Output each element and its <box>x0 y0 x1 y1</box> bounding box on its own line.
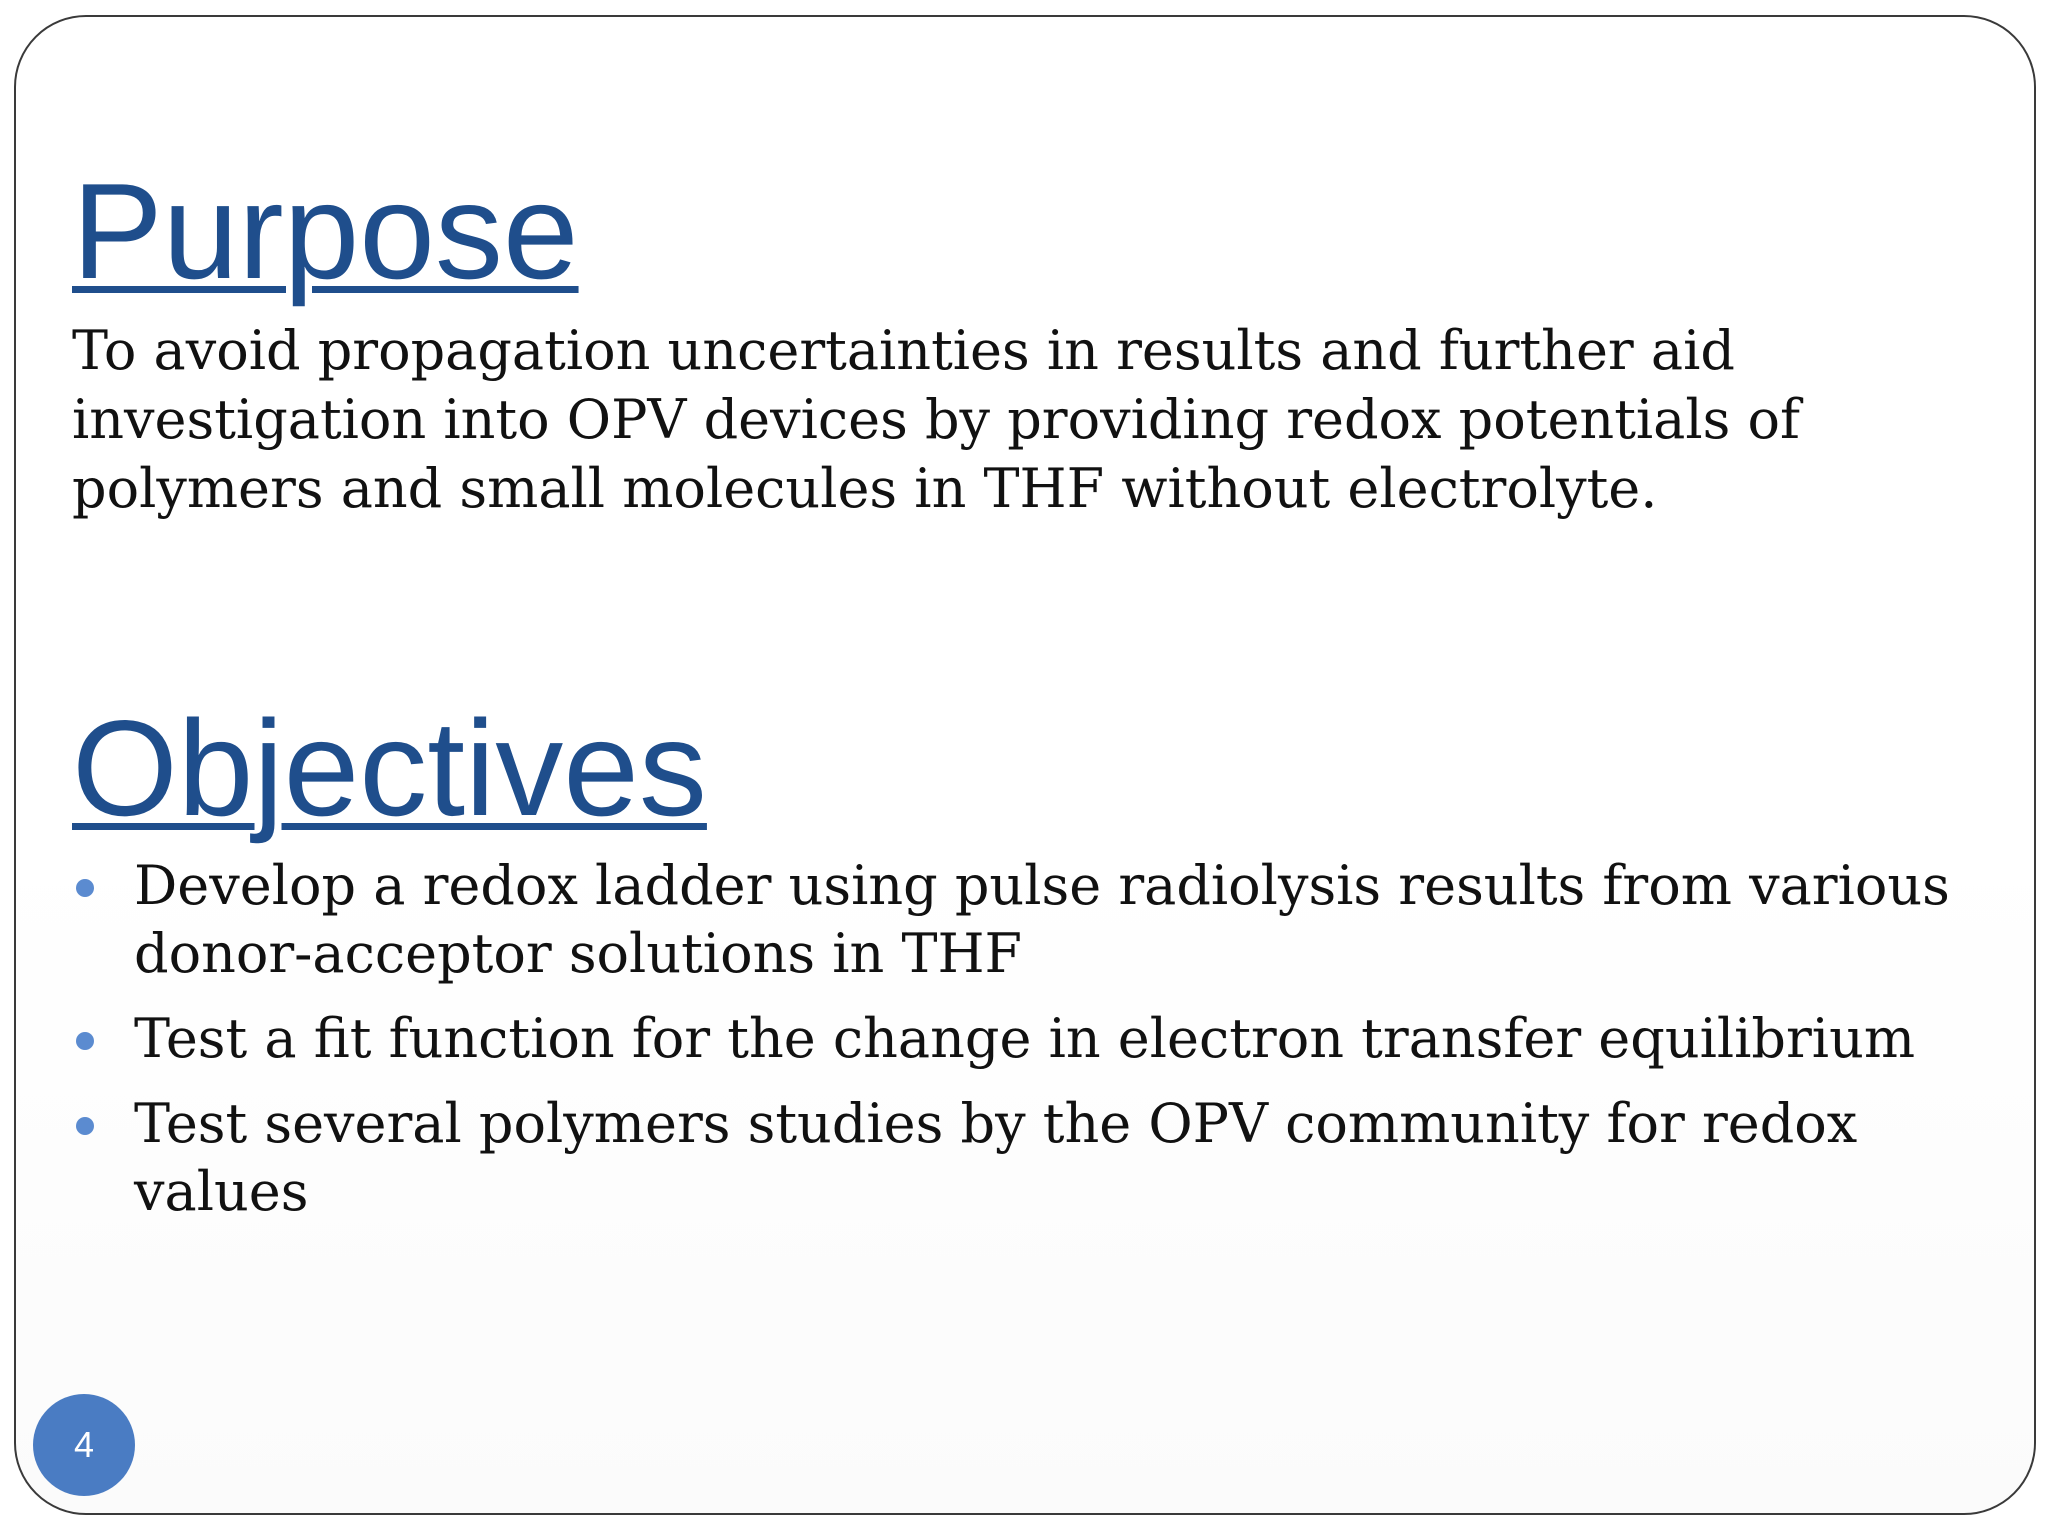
purpose-text: To avoid propagation uncertainties in results and further aid investigation into OPV devices by providing redox potentials of polymers and small molecules in THF without electrolyte. <box>72 319 1800 520</box>
bullet-dot-icon <box>76 879 94 897</box>
objective-text: Test several polymers studies by the OPV community for redox values <box>134 1092 1858 1223</box>
objective-item <box>72 1005 1992 1073</box>
objectives-heading: Objectives <box>72 692 707 844</box>
objective-item <box>72 1090 1992 1226</box>
purpose-heading: Purpose <box>72 155 579 307</box>
objective-item <box>72 852 1992 988</box>
objective-text: Develop a redox ladder using pulse radiolysis results from various donor-acceptor solutions in THF <box>134 854 1950 985</box>
page-number-badge: 4 <box>33 1394 135 1496</box>
bullet-dot-icon <box>76 1117 94 1135</box>
objectives-list <box>72 852 1992 1243</box>
bullet-dot-icon <box>76 1032 94 1050</box>
objective-text: Test a fit function for the change in electron transfer equilibrium <box>134 1007 1916 1070</box>
